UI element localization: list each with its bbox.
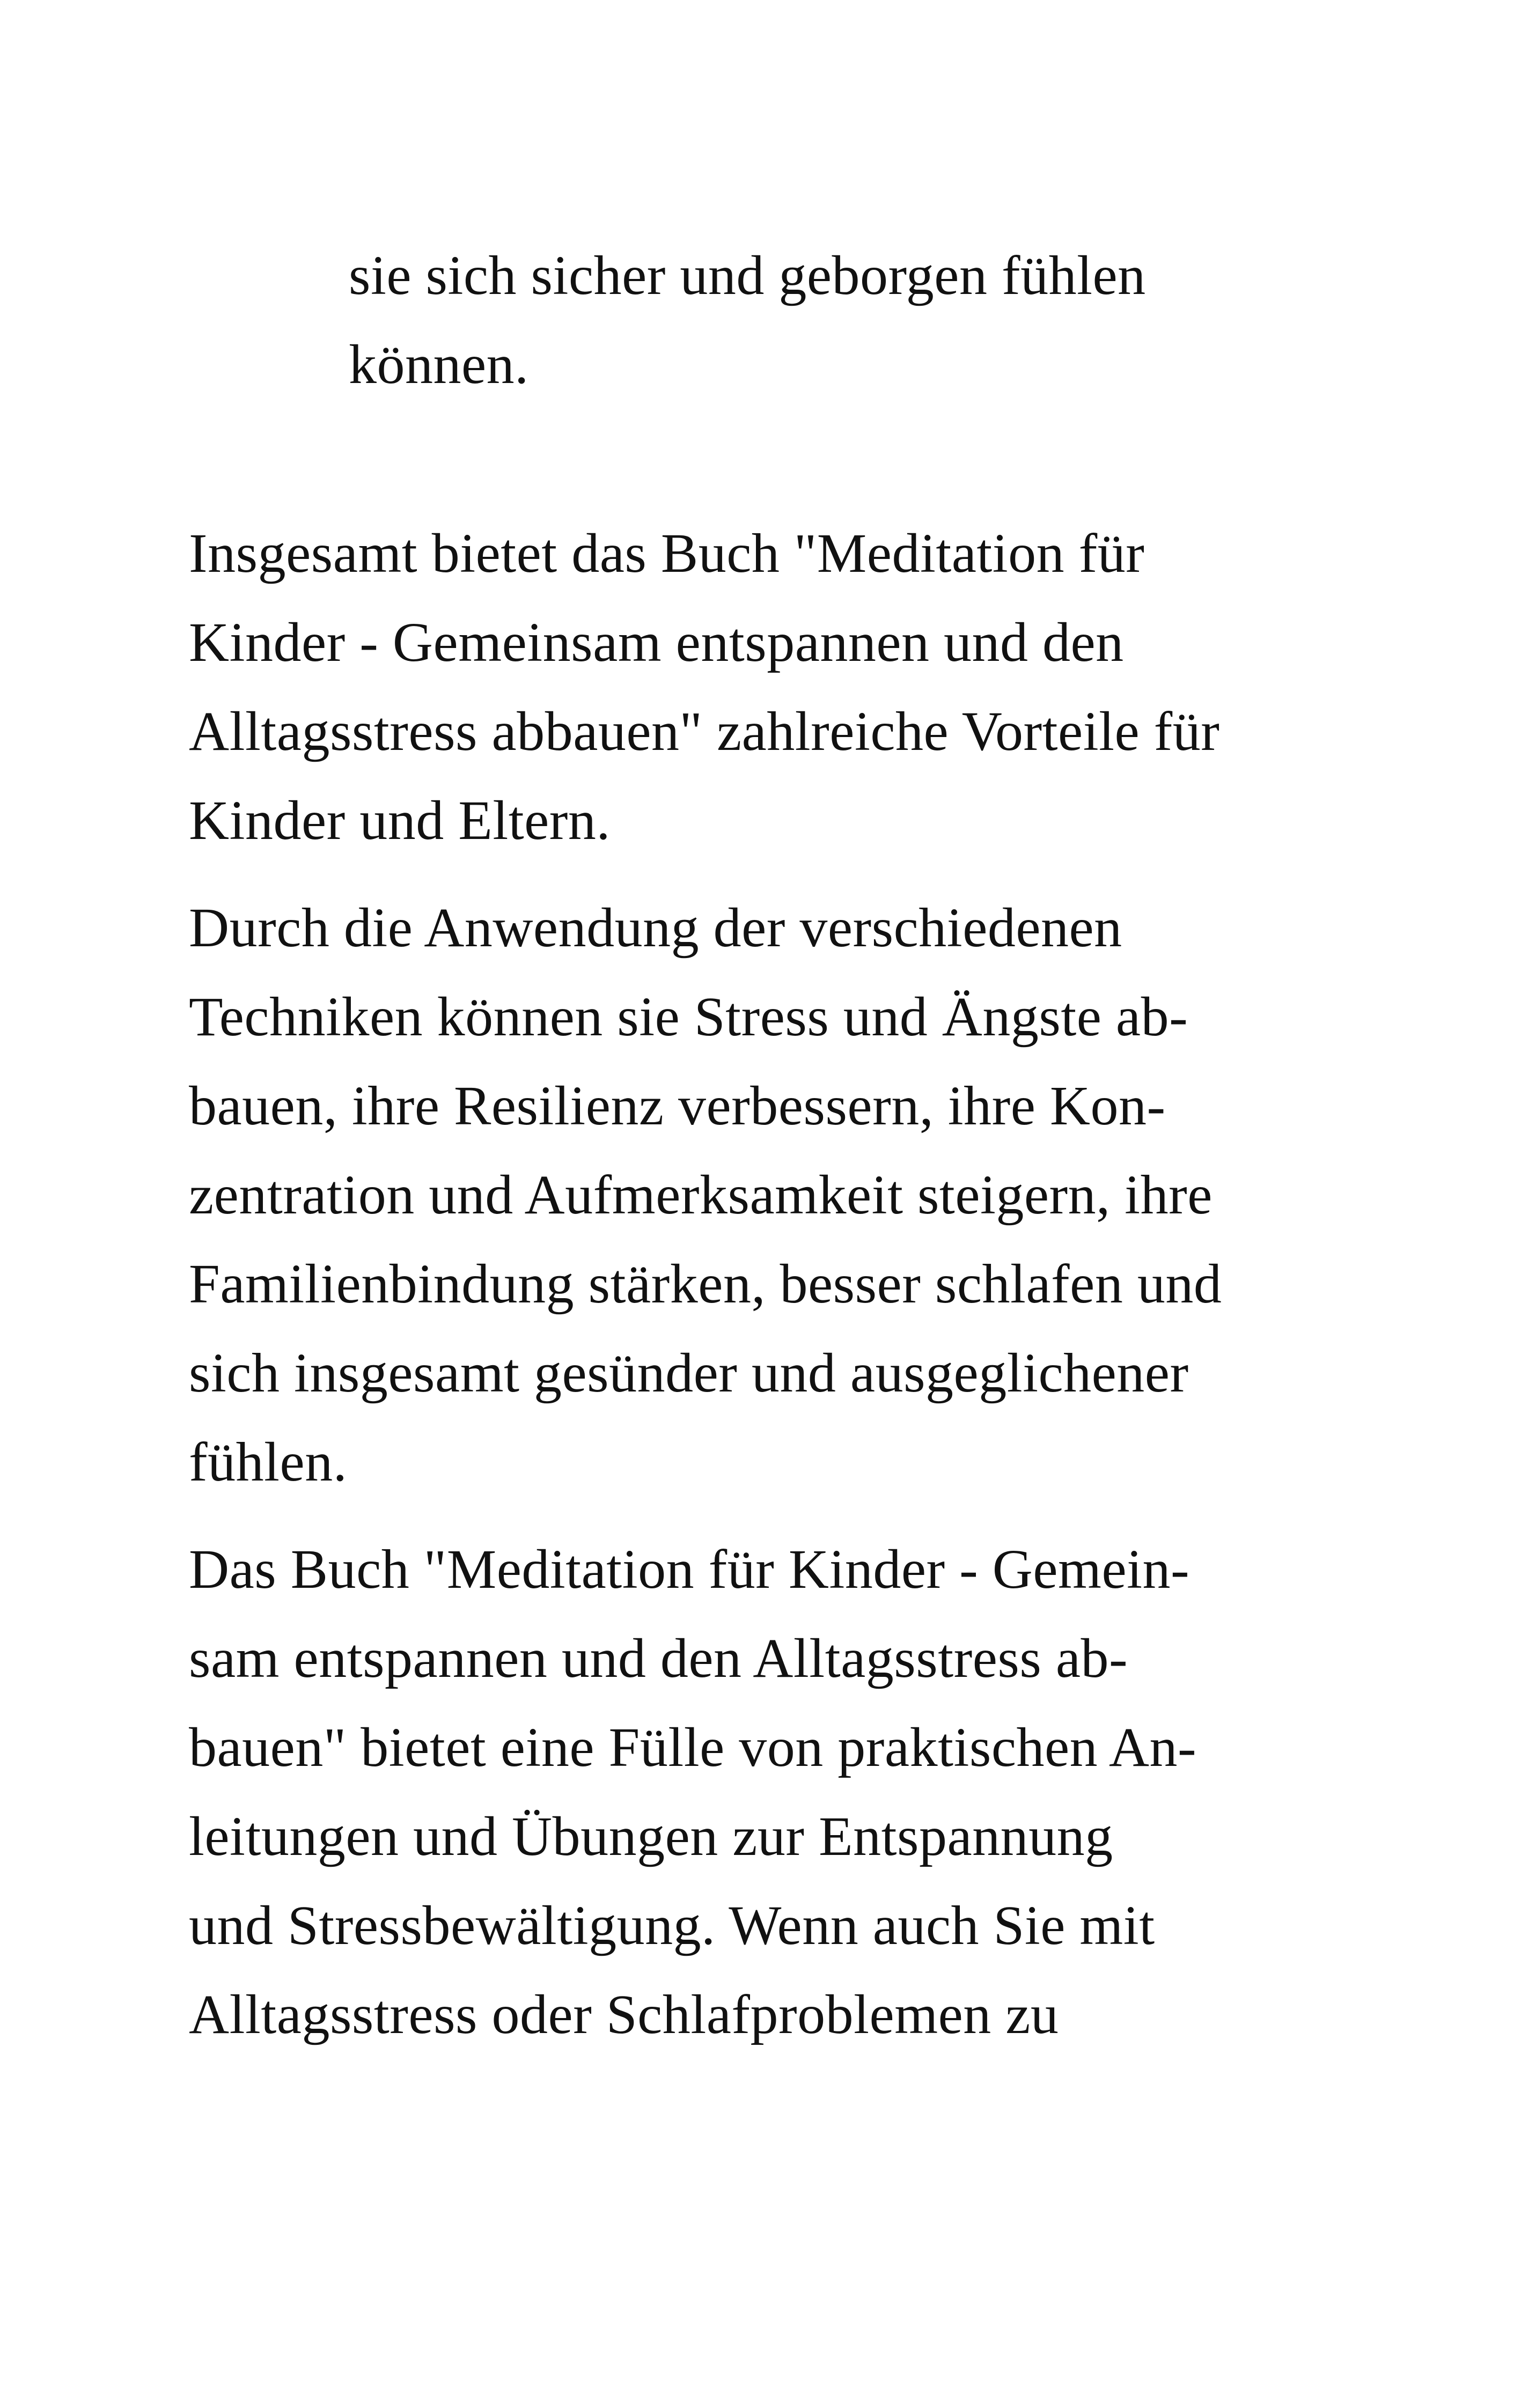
paragraph-line: sich insgesamt gesünder und ausgeglichener	[189, 1342, 1189, 1404]
paragraph-line: Alltagsstress oder Schlafproblemen zu	[189, 1984, 1059, 2045]
paragraph-line: Alltagsstress abbauen" zahlreiche Vorteile für	[189, 701, 1220, 762]
paragraph-line: Kinder und Eltern.	[189, 790, 611, 851]
paragraph-line: Familienbindung stärken, besser schlafen und	[189, 1253, 1222, 1315]
paragraph-line: leitungen und Übungen zur Entspannung	[189, 1806, 1113, 1867]
paragraph-line: bauen, ihre Resilienz verbessern, ihre Kon-	[189, 1075, 1166, 1137]
paragraph-line: sam entspannen und den Alltagsstress ab-	[189, 1628, 1128, 1689]
continuation-line: können.	[349, 334, 529, 395]
continuation-line: sie sich sicher und geborgen fühlen	[349, 245, 1146, 306]
paragraph-line: Kinder - Gemeinsam entspannen und den	[189, 612, 1124, 673]
paragraph-line: zentration und Aufmerksamkeit steigern, ihre	[189, 1164, 1213, 1226]
paragraph-line: fühlen.	[189, 1431, 348, 1493]
paragraph-line: und Stressbewältigung. Wenn auch Sie mit	[189, 1895, 1155, 1956]
paragraph-line: bauen" bietet eine Fülle von praktischen An-	[189, 1717, 1197, 1778]
paragraph-line: Insgesamt bietet das Buch "Meditation für	[189, 522, 1145, 584]
paragraph-line: Techniken können sie Stress und Ängste ab-	[189, 986, 1188, 1048]
paragraph-line: Durch die Anwendung der verschiedenen	[189, 897, 1122, 959]
paragraph-line: Das Buch "Meditation für Kinder - Gemein-	[189, 1538, 1190, 1600]
